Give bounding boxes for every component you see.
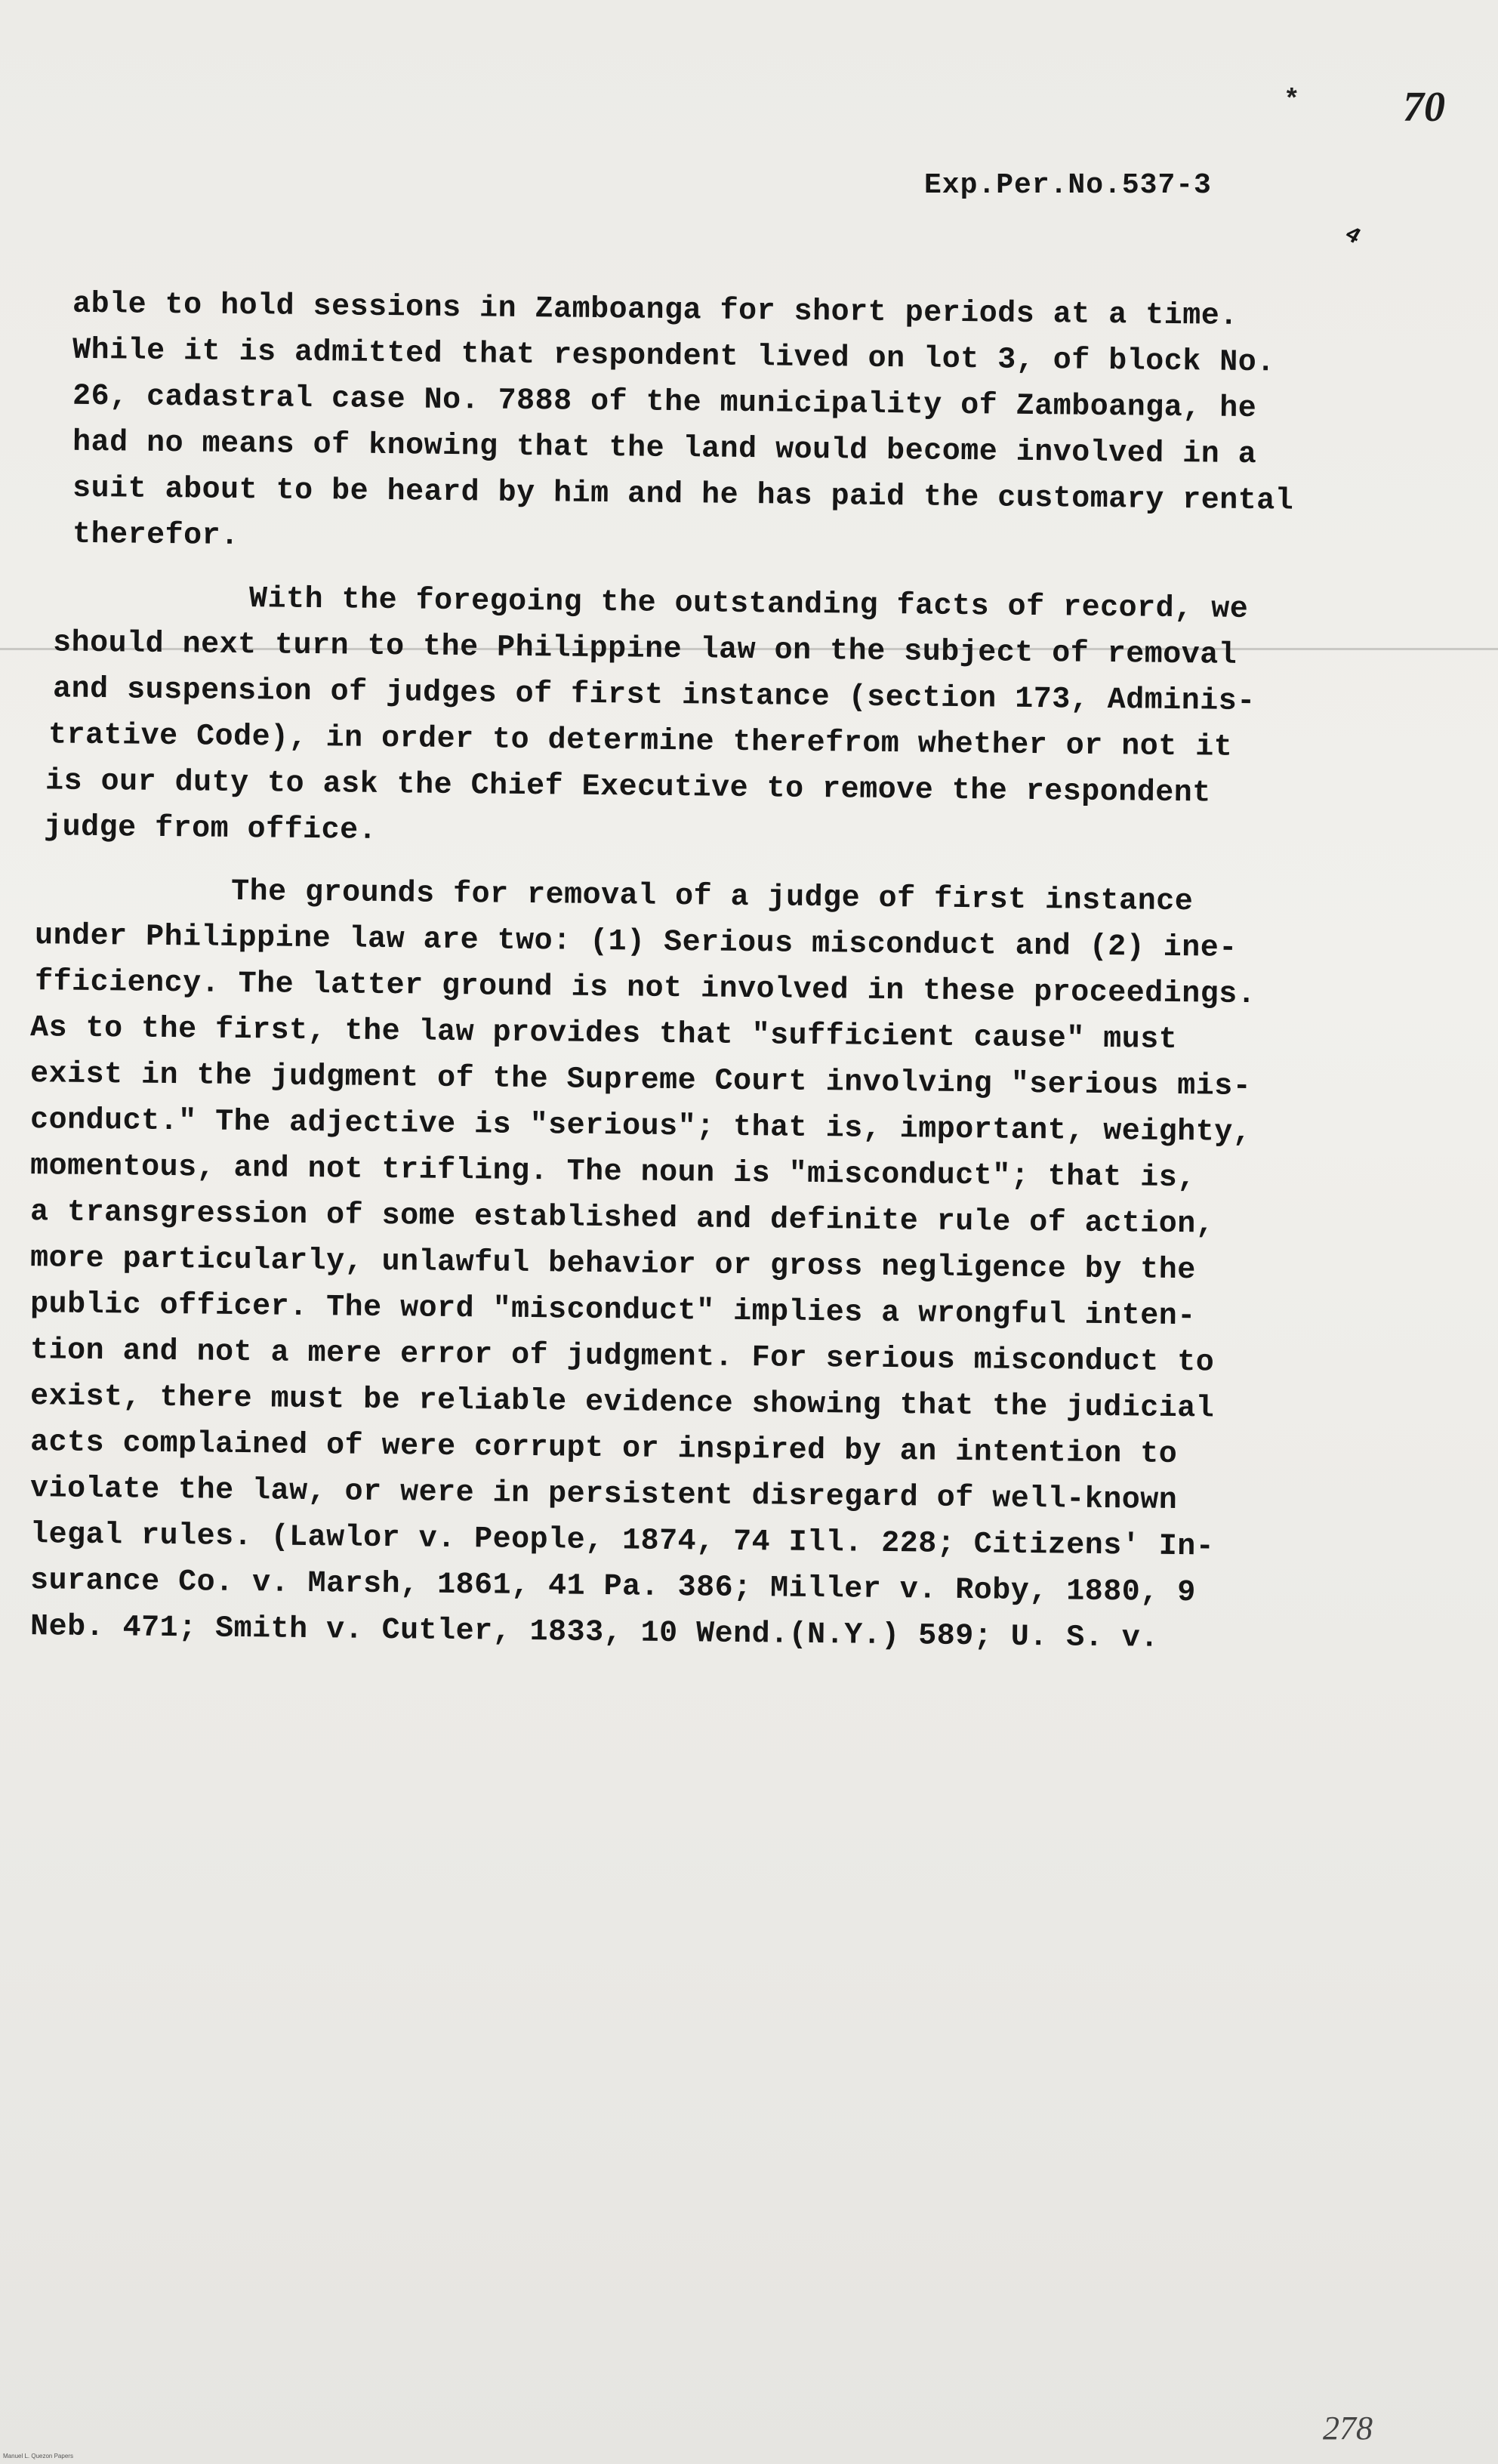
text-line: acts complained of were corrupt or inspired by an intention to — [29, 1426, 1178, 1473]
text-line: under Philippine law are two: (1) Serious misconduct and (2) ine- — [34, 919, 1238, 966]
text-line: While it is admitted that respondent lived on lot 3, of block No. — [72, 333, 1275, 381]
text-line: violate the law, or were in persistent disregard of well-known — [29, 1472, 1178, 1519]
text-line: tion and not a mere error of judgment. For serious misconduct to — [29, 1334, 1215, 1380]
text-line: momentous, and not trifling. The noun is "misconduct"; that is, — [29, 1149, 1196, 1196]
margin-mark: * — [1284, 85, 1300, 116]
text-line: conduct." The adjective is "serious"; that is, important, weighty, — [29, 1103, 1252, 1151]
text-line: As to the first, the law provides that "sufficient cause" must — [29, 1011, 1178, 1058]
text-line: Neb. 471; Smith v. Cutler, 1833, 10 Wend.(N.Y.) 589; U. S. v. — [29, 1610, 1159, 1656]
file-reference: Exp.Per.No.537-3 — [924, 169, 1212, 202]
footer-label: Manuel L. Quezon Papers — [3, 2453, 73, 2459]
text-line: is our duty to ask the Chief Executive to remove the respondent — [45, 764, 1211, 811]
text-line: able to hold sessions in Zamboanga for short periods at a time. — [72, 287, 1238, 334]
text-line: exist, there must be reliable evidence showing that the judicial — [29, 1380, 1215, 1426]
text-line: With the foregoing the outstanding facts of record, we — [248, 582, 1249, 627]
text-line: and suspension of judges of first instance (section 173, Adminis- — [52, 672, 1256, 720]
text-line: surance Co. v. Marsh, 1861, 41 Pa. 386; Miller v. Roby, 1880, 9 — [29, 1564, 1196, 1611]
document-body — [29, 287, 1457, 1656]
text-line: The grounds for removal of a judge of first instance — [230, 874, 1194, 920]
text-line: 26, cadastral case No. 7888 of the municipality of Zamboanga, he — [72, 379, 1257, 427]
text-line: fficiency. The latter ground is not involved in these proceedings. — [34, 965, 1256, 1013]
text-line: therefor. — [72, 517, 239, 554]
text-line: exist in the judgment of the Supreme Court involving "serious mis- — [29, 1057, 1252, 1105]
text-line: a transgression of some established and definite rule of action, — [29, 1195, 1215, 1242]
text-line: suit about to be heard by him and he has paid the customary rental — [72, 471, 1294, 519]
reference-mark: 4 — [1339, 221, 1365, 251]
text-line: legal rules. (Lawlor v. People, 1874, 74 Ill. 228; Citizens' In- — [29, 1518, 1215, 1565]
text-line: public officer. The word "misconduct" implies a wrongful inten- — [29, 1288, 1196, 1334]
text-line: more particularly, unlawful behavior or gross negligence by the — [29, 1241, 1196, 1288]
text-line: should next turn to the Philippine law on the subject of removal — [52, 626, 1238, 673]
sheet-number: 70 — [1403, 84, 1445, 131]
page-stamp: 278 — [1323, 2410, 1373, 2447]
text-line: judge from office. — [43, 810, 378, 848]
text-line: trative Code), in order to determine therefrom whether or not it — [48, 718, 1233, 765]
text-line: had no means of knowing that the land would become involved in a — [72, 425, 1257, 473]
